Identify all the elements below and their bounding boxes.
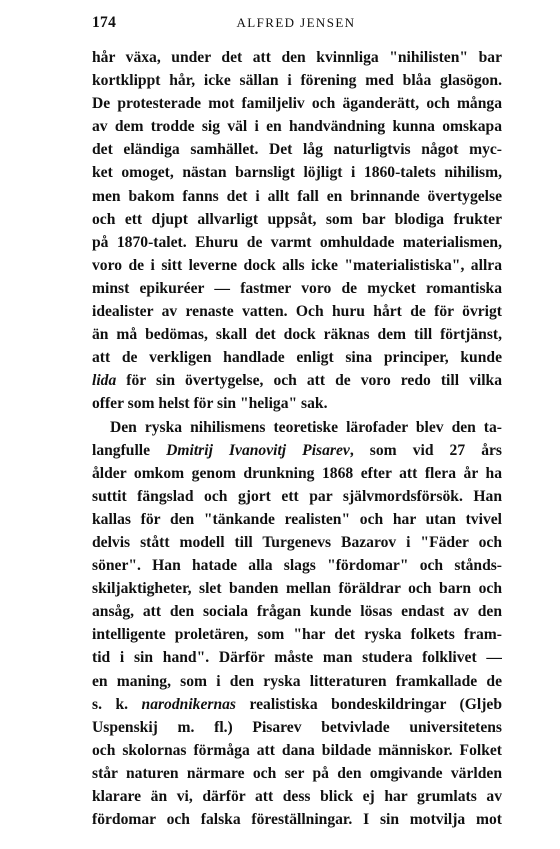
text-line: men bakom fanns det i allt fall en brinnande övertygelse [92, 187, 502, 205]
text-line: att de verkligen handlade enligt sina principer, kunde [92, 349, 502, 367]
text-line: minst epikuréer — fastmer voro de mycket romantiska [92, 279, 502, 297]
text-line: delvis stått modell till Turgenevs Bazarov i "Fäder och [92, 533, 502, 551]
text-line: De protesterade mot familjeliv och äganderätt, och många [92, 95, 502, 113]
text-line: intelligente proletären, som "har det ryska folkets fram- [92, 626, 502, 644]
text-line: söner". Han hatade alla slags "fördomar" och stånds- [92, 557, 502, 575]
italic-text: narodnikernas [141, 695, 236, 713]
text-line: s. k. narodnikernas realistiska bondeskildringar (Gljeb [92, 695, 502, 713]
body-text [92, 46, 502, 831]
text-line: ansåg, att den sociala frågan kunde lösas endast av den [92, 603, 502, 621]
text-line: ket omoget, nästan barnsligt löjligt i 1860-talets nihilism, [92, 164, 502, 182]
text-line: av dem trodde sig väl i en handvändning kunna omskapa [92, 118, 502, 136]
text-line: idealister av renaste vatten. Och huru hårt de för övrigt [92, 303, 502, 321]
text-line: skiljaktigheter, slet banden mellan föräldrar och barn och [92, 580, 502, 598]
text-line: står naturen närmare och ser på den omgivande världen [92, 764, 502, 782]
text-line: en maning, som i den ryska litteraturen framkallade de [92, 672, 502, 690]
running-head: ALFRED JENSEN [236, 15, 356, 30]
text-line: Uspenskij m. fl.) Pisarev betvivlade universitetens [92, 718, 502, 736]
page-number: 174 [92, 14, 117, 31]
paragraph-1 [92, 46, 502, 416]
italic-text: lida [92, 372, 117, 390]
italic-text: Dmitrij Ivanovitj Pisarev [166, 441, 350, 459]
text-line: än må bedömas, skall det dock räknas dem till förtjänst, [92, 326, 502, 344]
text-line: voro de i sitt leverne dock alls icke "materialistiska", allra [92, 256, 502, 274]
text-line: langfulle Dmitrij Ivanovitj Pisarev, som vid 27 års [92, 441, 502, 459]
text-line: tid i sin hand". Därför måste man studera folklivet — [92, 649, 502, 667]
text-line: offer som helst för sin "heliga" sak. [92, 395, 328, 413]
paragraph-2 [92, 416, 502, 832]
text-line: på 1870-talet. Ehuru de varmt omhuldade materialismen, [92, 233, 502, 251]
text-line: och skolornas förmåga att dana bildade människor. Folket [92, 741, 502, 759]
text-line: lida för sin övertygelse, och att de voro redo till vilka [92, 372, 502, 390]
text-line: klarare än vi, därför att dess blick ej har grumlats av [92, 788, 502, 805]
text-line: kallas för den "tänkande realisten" och har utan tvivel [92, 510, 502, 528]
text-line: kortklippt hår, icke sällan i förening med blåa glasögon. [92, 72, 502, 90]
text-line: ålder omkom genom drunkning 1868 efter att flera år ha [92, 464, 502, 482]
page-header [92, 14, 500, 40]
text-line: hår växa, under det att den kvinnliga "nihilisten" bar [92, 49, 502, 66]
text-line: suttit fängslad och gjort ett par självmordsförsök. Han [92, 487, 502, 505]
text-line: fördomar och falska föreställningar. I sin motvilja mot [92, 811, 502, 829]
text-line: och ett djupt allvarligt uppsåt, som bar blodiga frukter [92, 210, 502, 228]
text-line: Den ryska nihilismens teoretiske lärofader blev den ta- [110, 418, 502, 436]
text-line: det eländiga samhället. Det låg naturligtvis något myc- [92, 141, 502, 159]
